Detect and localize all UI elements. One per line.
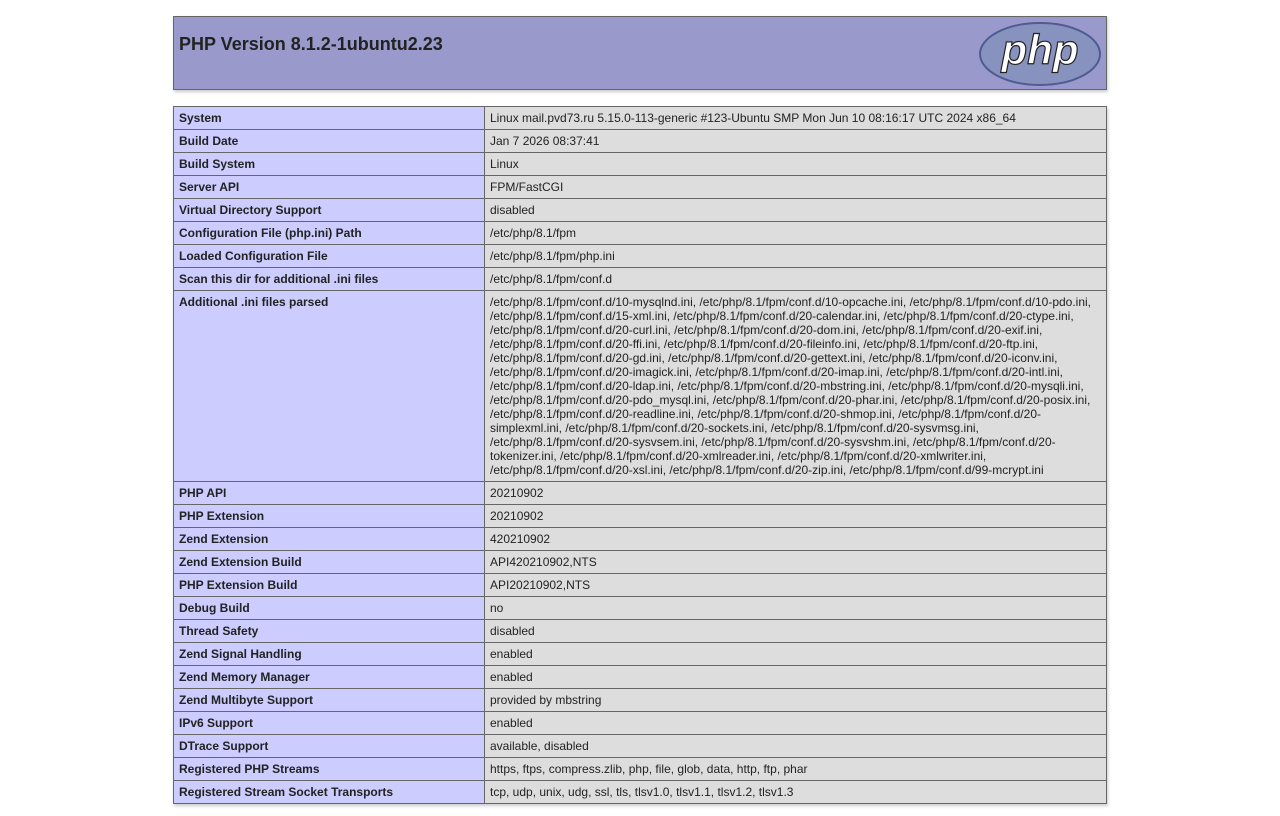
table-row	[174, 689, 1107, 712]
table-row	[174, 107, 1107, 130]
row-value: /etc/php/8.1/fpm/conf.d/10-mysqlnd.ini, /etc/php/8.1/fpm/conf.d/10-opcache.ini, /etc/php/8.1/fpm/conf.d/10-pdo.ini, /etc/php/8.1/fpm/conf.d/15-xml.ini, /etc/php/8.1/fpm/conf.d/20-calendar.ini, /etc/php/8.1/fpm/conf.d/20-ctype.ini, /etc/php/8.1/fpm/conf.d/20-curl.ini, /etc/php/8.1/fpm/conf.d/20-dom.ini, /etc/php/8.1/fpm/conf.d/20-exif.ini, /etc/php/8.1/fpm/conf.d/20-ffi.ini, /etc/php/8.1/fpm/conf.d/20-fileinfo.ini, /etc/php/8.1/fpm/conf.d/20-ftp.ini, /etc/php/8.1/fpm/conf.d/20-gd.ini, /etc/php/8.1/fpm/conf.d/20-gettext.ini, /etc/php/8.1/fpm/conf.d/20-iconv.ini, /etc/php/8.1/fpm/conf.d/20-imagick.ini, /etc/php/8.1/fpm/conf.d/20-imap.ini, /etc/php/8.1/fpm/conf.d/20-intl.ini, /etc/php/8.1/fpm/conf.d/20-ldap.ini, /etc/php/8.1/fpm/conf.d/20-mbstring.ini, /etc/php/8.1/fpm/conf.d/20-mysqli.ini, /etc/php/8.1/fpm/conf.d/20-pdo_mysql.ini, /etc/php/8.1/fpm/conf.d/20-phar.ini, /etc/php/8.1/fpm/conf.d/20-posix.ini, /etc/php/8.1/fpm/conf.d/20-readline.ini, /etc/php/8.1/fpm/conf.d/20-shmop.ini, /etc/php/8.1/fpm/conf.d/20-simplexml.ini, /etc/php/8.1/fpm/conf.d/20-sockets.ini, /etc/php/8.1/fpm/conf.d/20-sysvmsg.ini, /etc/php/8.1/fpm/conf.d/20-sysvsem.ini, /etc/php/8.1/fpm/conf.d/20-sysvshm.ini, /etc/php/8.1/fpm/conf.d/20-tokenizer.ini, /etc/php/8.1/fpm/conf.d/20-xmlreader.ini, /etc/php/8.1/fpm/conf.d/20-xmlwriter.ini, /etc/php/8.1/fpm/conf.d/20-xsl.ini, /etc/php/8.1/fpm/conf.d/20-zip.ini, /etc/php/8.1/fpm/conf.d/99-mcrypt.ini	[485, 291, 1107, 482]
info-table	[173, 106, 1107, 804]
row-label: Additional .ini files parsed	[174, 291, 485, 482]
table-row	[174, 505, 1107, 528]
table-row	[174, 222, 1107, 245]
table-row	[174, 528, 1107, 551]
row-value: FPM/FastCGI	[485, 176, 1107, 199]
row-label: Zend Signal Handling	[174, 643, 485, 666]
table-row	[174, 735, 1107, 758]
row-value: disabled	[485, 620, 1107, 643]
table-row	[174, 268, 1107, 291]
row-value: /etc/php/8.1/fpm	[485, 222, 1107, 245]
table-row	[174, 781, 1107, 804]
table-row	[174, 758, 1107, 781]
table-row	[174, 574, 1107, 597]
row-value: 20210902	[485, 505, 1107, 528]
row-label: Zend Multibyte Support	[174, 689, 485, 712]
row-label: Configuration File (php.ini) Path	[174, 222, 485, 245]
table-row	[174, 176, 1107, 199]
row-label: Zend Extension Build	[174, 551, 485, 574]
row-value: Linux	[485, 153, 1107, 176]
row-label: PHP Extension Build	[174, 574, 485, 597]
row-label: PHP Extension	[174, 505, 485, 528]
table-row	[174, 551, 1107, 574]
info-table-body	[174, 107, 1107, 804]
row-value: Linux mail.pvd73.ru 5.15.0-113-generic #123-Ubuntu SMP Mon Jun 10 08:16:17 UTC 2024 x86_64	[485, 107, 1107, 130]
table-row	[174, 712, 1107, 735]
row-label: Zend Memory Manager	[174, 666, 485, 689]
php-logo-text: php	[1001, 26, 1079, 73]
row-value: tcp, udp, unix, udg, ssl, tls, tlsv1.0, tlsv1.1, tlsv1.2, tlsv1.3	[485, 781, 1107, 804]
row-value: /etc/php/8.1/fpm/php.ini	[485, 245, 1107, 268]
row-label: DTrace Support	[174, 735, 485, 758]
row-label: Debug Build	[174, 597, 485, 620]
row-value: provided by mbstring	[485, 689, 1107, 712]
table-row	[174, 643, 1107, 666]
row-value: available, disabled	[485, 735, 1107, 758]
row-label: Virtual Directory Support	[174, 199, 485, 222]
table-row	[174, 245, 1107, 268]
row-label: Thread Safety	[174, 620, 485, 643]
page-title: PHP Version 8.1.2-1ubuntu2.23	[179, 34, 443, 54]
row-label: Registered PHP Streams	[174, 758, 485, 781]
row-label: Registered Stream Socket Transports	[174, 781, 485, 804]
row-label: Loaded Configuration File	[174, 245, 485, 268]
row-label: Build System	[174, 153, 485, 176]
row-label: System	[174, 107, 485, 130]
row-value: Jan 7 2026 08:37:41	[485, 130, 1107, 153]
table-row	[174, 597, 1107, 620]
row-label: Build Date	[174, 130, 485, 153]
table-row	[174, 482, 1107, 505]
table-row	[174, 130, 1107, 153]
row-label: Server API	[174, 176, 485, 199]
table-row	[174, 620, 1107, 643]
row-value: enabled	[485, 643, 1107, 666]
table-row	[174, 199, 1107, 222]
row-value: 20210902	[485, 482, 1107, 505]
row-value: no	[485, 597, 1107, 620]
phpinfo-page	[173, 16, 1107, 804]
php-version-header	[173, 16, 1107, 90]
row-value: API420210902,NTS	[485, 551, 1107, 574]
row-value: API20210902,NTS	[485, 574, 1107, 597]
row-label: Zend Extension	[174, 528, 485, 551]
table-row	[174, 153, 1107, 176]
row-label: PHP API	[174, 482, 485, 505]
table-row	[174, 666, 1107, 689]
row-label: IPv6 Support	[174, 712, 485, 735]
row-value: /etc/php/8.1/fpm/conf.d	[485, 268, 1107, 291]
row-value: enabled	[485, 666, 1107, 689]
row-value: 420210902	[485, 528, 1107, 551]
php-logo[interactable]	[979, 22, 1101, 86]
row-value: enabled	[485, 712, 1107, 735]
row-value: https, ftps, compress.zlib, php, file, glob, data, http, ftp, phar	[485, 758, 1107, 781]
row-value: disabled	[485, 199, 1107, 222]
row-label: Scan this dir for additional .ini files	[174, 268, 485, 291]
table-row	[174, 291, 1107, 482]
